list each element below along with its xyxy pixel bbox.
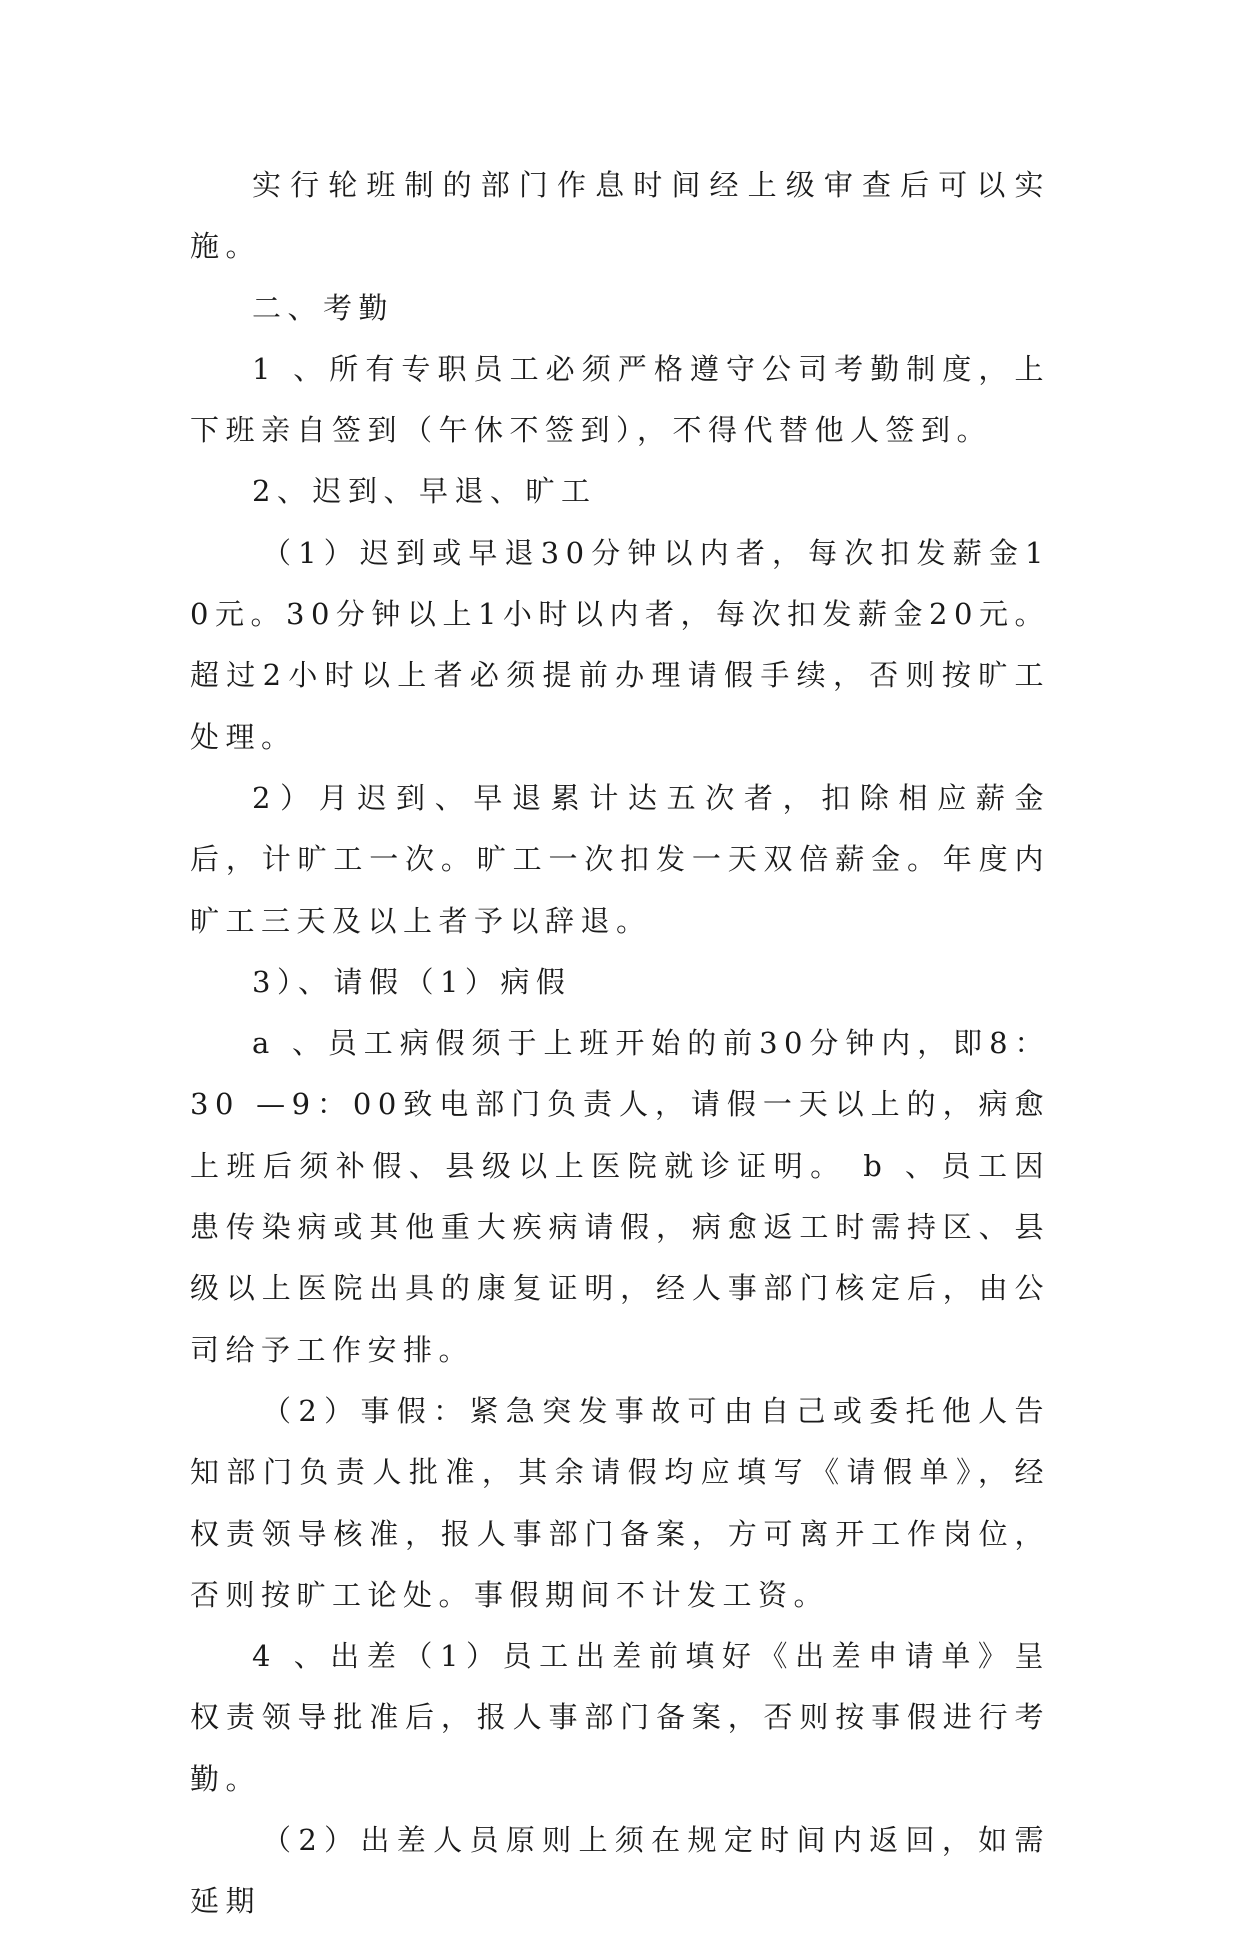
paragraph-shift-schedule: 实行轮班制的部门作息时间经上级审查后可以实施。: [190, 168, 1050, 264]
subheading-late-early-absence: 2、迟到、早退、旷工: [252, 474, 597, 509]
subheading-leave-sick: 3）、请假（1）病假: [252, 964, 572, 999]
section-heading-attendance: 二、考勤: [252, 290, 395, 325]
paragraph-late-penalty: （1）迟到或早退30分钟以内者，每次扣发薪金10元。30分钟以上1小时以内者，每次扣发薪金20元。超过2小时以上者必须提前办理请假手续，否则按旷工处理。: [190, 535, 1050, 754]
document-body: [190, 155, 1050, 1933]
paragraph-sign-in-rule: 1 、所有专职员工必须严格遵守公司考勤制度，上下班亲自签到（午休不签到），不得代替他人签到。: [190, 351, 1050, 448]
paragraph-monthly-late-count: 2）月迟到、早退累计达五次者，扣除相应薪金后，计旷工一次。旷工一次扣发一天双倍薪金。年度内旷工三天及以上者予以辞退。: [190, 780, 1050, 938]
paragraph-personal-leave: （2）事假：紧急突发事故可由自己或委托他人告知部门负责人批准，其余请假均应填写《请假单》，经权责领导核准，报人事部门备案，方可离开工作岗位，否则按旷工论处。事假期间不计发工资。: [190, 1393, 1050, 1612]
paragraph-trip-return: （2）出差人员原则上须在规定时间内返回，如需延期: [190, 1823, 1050, 1919]
paragraph-business-trip: 4 、出差（1）员工出差前填好《出差申请单》呈权责领导批准后，报人事部门备案，否则按事假进行考勤。: [190, 1639, 1050, 1796]
paragraph-sick-leave-rules: a 、员工病假须于上班开始的前30分钟内，即8：30 —9：00致电部门负责人，请假一天以上的，病愈上班后须补假、县级以上医院就诊证明。 b 、员工因患传染病或其他重大疾病请假，病愈返工时需持区、县级以上医院出具的康复证明，经人事部门核定后，由公司给予工作安排。: [190, 1026, 1050, 1367]
